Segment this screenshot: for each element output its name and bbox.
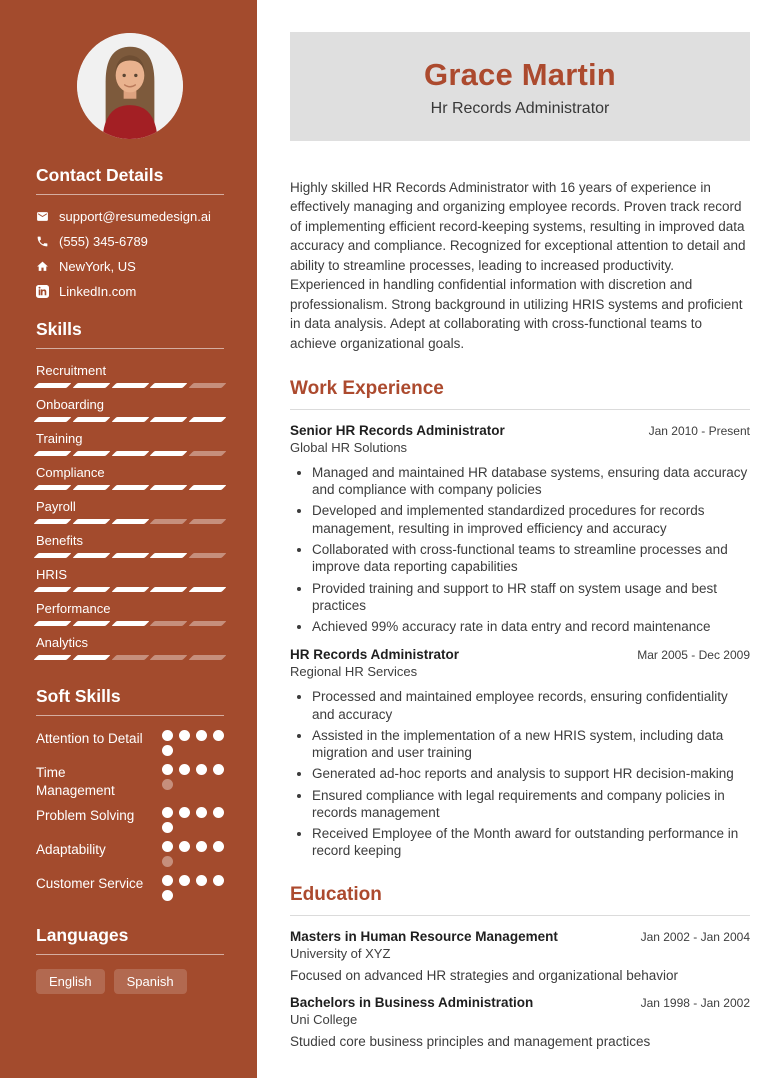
skill-bar-segment [111,587,149,592]
education-section [290,884,750,1049]
skill-level-bar [36,621,224,626]
job-bullet: • Achieved 99% accuracy rate in data entry and record maintenance [312,618,750,635]
skill-bar-segment [72,587,110,592]
skill-bar-segment [72,417,110,422]
skill-bar-segment [72,655,110,660]
skill-bar-segment [34,451,72,456]
skill-bar-segment [34,519,72,524]
job-bullet: • Processed and maintained employee records, ensuring confidentiality and accuracy [312,688,750,723]
degree-title: Bachelors in Business Administration [290,994,534,1010]
rating-dot [162,807,173,818]
sidebar [0,0,257,1078]
rating-dot [179,841,190,852]
soft-skill-name: Attention to Detail [36,731,143,746]
job-bullet: • Ensured compliance with legal requirements and company policies in records management [312,787,750,822]
skill-bar-segment [150,451,188,456]
skill-level-bar [36,655,224,660]
rating-dot [213,764,224,775]
skill-level-bar [36,451,224,456]
rating-dot [213,875,224,886]
soft-skill-item [36,807,224,833]
skill-bar-segment [189,485,227,490]
rating-dot [162,730,173,741]
soft-skill-item [36,764,224,799]
profile-photo [77,33,183,139]
job-title: Senior HR Records Administrator [290,422,505,438]
skill-bar-segment [111,485,149,490]
rating-dot [196,730,207,741]
language-badge: Spanish [114,969,187,994]
skill-bar-segment [72,485,110,490]
skill-bar-segment [189,655,227,660]
skill-bar-segment [150,587,188,592]
school-name: Uni College [290,1011,358,1027]
contact-item-text: LinkedIn.com [59,284,137,299]
skill-item [36,567,224,592]
rating-dot [162,764,173,775]
job-entry [290,647,750,859]
skill-bar-segment [72,383,110,388]
skill-bar-segment [150,485,188,490]
contact-item [36,284,224,299]
skill-name: Training [36,431,83,446]
rating-dot [196,875,207,886]
summary-text: Highly skilled HR Records Administrator with 16 years of experience in effectively managing and organizing employee records. Proven track record of implementing efficient record-keeping systems, resulting in improved data accuracy and compliance. Recognized for exceptional attention to detail and ability to streamline processes, leading to increased productivity. Experienced in handling confidential information with discretion and professionalism. Strong background in utilizing HRIS systems and proficient in data analysis. Adept at collaborating with cross-functional teams to achieve organizational goals. [290,180,746,351]
skill-bar-segment [111,451,149,456]
soft-skills-heading: Soft Skills [36,686,224,716]
languages-heading: Languages [36,925,224,955]
woman-portrait-illustration [77,33,183,139]
rating-dot [196,764,207,775]
skill-bar-segment [150,655,188,660]
email-icon [36,210,49,223]
skill-bar-segment [150,519,188,524]
soft-skill-dots [162,841,224,867]
rating-dot [162,856,173,867]
skill-bar-segment [34,655,72,660]
rating-dot [213,807,224,818]
work-experience-section [290,378,750,860]
skill-bar-segment [111,519,149,524]
job-bullet: • Assisted in the implementation of a new HRIS system, including data migration and user training [312,727,750,762]
linkedin-icon [36,285,49,298]
skill-bar-segment [189,451,227,456]
contact-item-text: (555) 345-6789 [59,234,148,249]
skill-bar-segment [34,587,72,592]
skill-item [36,431,224,456]
work-experience-heading: Work Experience [290,378,750,410]
job-company: Global HR Solutions [290,439,408,455]
soft-skill-item [36,875,224,901]
skill-bar-segment [150,417,188,422]
rating-dot [213,730,224,741]
job-bullet: • Generated ad-hoc reports and analysis to support HR decision-making [312,765,750,782]
rating-dot [162,779,173,790]
rating-dot [162,841,173,852]
skill-level-bar [36,485,224,490]
skill-item [36,533,224,558]
job-header [290,423,750,438]
contact-item-text: support@resumedesign.ai [59,209,211,224]
person-job-title: Hr Records Administrator [430,100,610,117]
soft-skill-dots [162,875,224,901]
languages-list [36,969,224,994]
soft-skill-item [36,730,224,756]
skill-bar-segment [111,383,149,388]
degree-title: Masters in Human Resource Management [290,928,558,944]
person-name: Grace Martin [424,57,616,92]
skill-bar-segment [189,621,227,626]
skill-item [36,397,224,422]
skill-level-bar [36,587,224,592]
job-bullet: • Managed and maintained HR database systems, ensuring data accuracy and compliance with company policies [312,464,750,499]
contact-heading: Contact Details [36,165,224,195]
skill-name: Performance [36,601,111,616]
skill-name: Payroll [36,499,76,514]
education-dates: Jan 1998 - Jan 2002 [640,995,750,1010]
soft-skills-section [36,686,224,901]
job-company: Regional HR Services [290,664,418,680]
rating-dot [179,764,190,775]
rating-dot [179,875,190,886]
rating-dot [196,807,207,818]
education-description: Focused on advanced HR strategies and organizational behavior [290,967,678,983]
contact-item [36,234,224,249]
skill-item [36,499,224,524]
skill-bar-segment [34,417,72,422]
soft-skill-name: Time Management [36,765,115,798]
soft-skill-name: Problem Solving [36,808,135,824]
skill-bar-segment [34,553,72,558]
skill-bar-segment [189,417,227,422]
contact-section [36,165,224,299]
skill-item [36,465,224,490]
job-bullet: • Received Employee of the Month award for outstanding performance in record keeping [312,825,750,860]
education-dates: Jan 2002 - Jan 2004 [640,929,750,944]
rating-dot [196,841,207,852]
soft-skills-list [36,730,224,901]
education-description: Studied core business principles and management practices [290,1033,651,1049]
skill-bar-segment [150,553,188,558]
job-dates: Mar 2005 - Dec 2009 [637,648,750,663]
job-bullet: • Collaborated with cross-functional teams to streamline processes and improve data reporting capabilities [312,541,750,576]
contact-item [36,259,224,274]
job-bullet-list [290,688,750,859]
skill-name: HRIS [36,567,68,582]
soft-skill-dots [162,730,224,756]
skill-level-bar [36,519,224,524]
skill-bar-segment [150,621,188,626]
contact-item [36,209,224,224]
skill-bar-segment [72,621,110,626]
skill-item [36,363,224,388]
job-header [290,647,750,662]
main-column [257,0,768,1078]
job-entry [290,423,750,635]
skill-bar-segment [111,553,149,558]
rating-dot [179,730,190,741]
contact-list [36,209,224,299]
skill-bar-segment [150,383,188,388]
school-name: University of XYZ [290,945,391,961]
soft-skill-item [36,841,224,867]
skill-item [36,635,224,660]
skill-bar-segment [111,417,149,422]
skills-section [36,319,224,660]
skill-bar-segment [72,519,110,524]
education-entry [290,929,750,983]
jobs-list [290,423,750,860]
rating-dot [162,745,173,756]
education-header [290,995,750,1010]
skill-name: Compliance [36,465,105,480]
soft-skill-name: Adaptability [36,842,106,858]
rating-dot [162,822,173,833]
skill-level-bar [36,417,224,422]
soft-skill-name: Customer Service [36,876,144,892]
job-bullet-list [290,464,750,635]
rating-dot [213,841,224,852]
contact-item-text: NewYork, US [59,259,136,274]
job-bullet: • Developed and implemented standardized procedures for records management, resulting in improved efficiency and accuracy [312,502,750,537]
rating-dot [162,875,173,886]
education-heading: Education [290,884,750,916]
soft-skill-dots [162,764,224,799]
skill-level-bar [36,553,224,558]
education-header [290,929,750,944]
skill-bar-segment [34,621,72,626]
skill-bar-segment [189,553,227,558]
rating-dot [179,807,190,818]
education-entry [290,995,750,1049]
header-banner [290,32,750,141]
language-badge: English [36,969,105,994]
job-bullet: • Provided training and support to HR staff on system usage and best practices [312,580,750,615]
skill-bar-segment [111,621,149,626]
education-list [290,929,750,1049]
skill-item [36,601,224,626]
skill-bar-segment [189,519,227,524]
skill-bar-segment [111,655,149,660]
skill-bar-segment [189,587,227,592]
job-title: HR Records Administrator [290,647,460,663]
rating-dot [162,890,173,901]
skill-name: Analytics [36,635,89,650]
skills-heading: Skills [36,319,224,349]
job-dates: Jan 2010 - Present [648,423,750,438]
home-icon [36,260,49,273]
phone-icon [36,235,49,248]
skill-bar-segment [72,553,110,558]
languages-section [36,925,224,994]
skill-name: Onboarding [36,397,104,412]
skills-list [36,363,224,660]
skill-bar-segment [72,451,110,456]
skill-level-bar [36,383,224,388]
skill-bar-segment [189,383,227,388]
soft-skill-dots [162,807,224,833]
skill-name: Recruitment [36,363,107,378]
skill-name: Benefits [36,533,83,548]
skill-bar-segment [34,383,72,388]
skill-bar-segment [34,485,72,490]
